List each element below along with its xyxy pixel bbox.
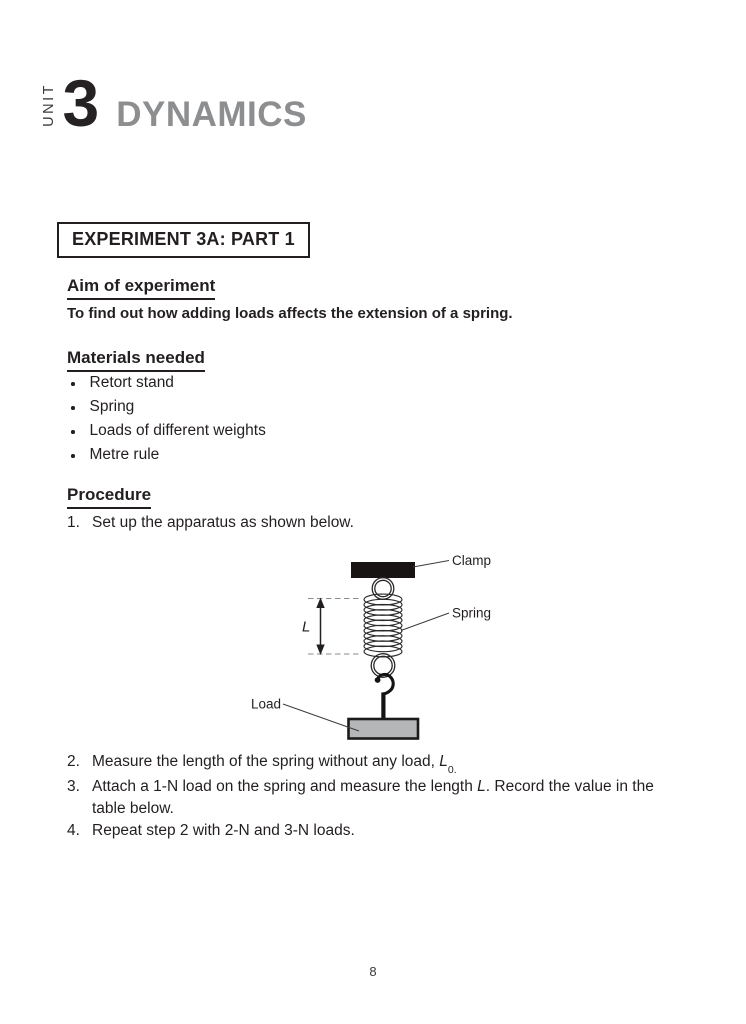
unit-title: DYNAMICS: [116, 94, 307, 134]
length-label: L: [302, 618, 311, 636]
variable-subscript: 0.: [447, 764, 457, 777]
spring-coil: [364, 594, 402, 657]
procedure-heading: [67, 485, 151, 509]
unit-vertical-label: UNIT: [41, 82, 57, 127]
unit-header: [41, 66, 307, 140]
step-text: Repeat step 2 with 2-N and 3-N loads.: [92, 822, 355, 839]
material-item-label: Loads of different weights: [89, 422, 266, 439]
step-text: Set up the apparatus as shown below.: [92, 514, 354, 531]
aim-text: To find out how adding loads affects the extension of a spring.: [67, 305, 513, 322]
procedure-heading-text: Procedure: [67, 485, 151, 509]
leader-lines: [283, 561, 449, 732]
material-item-label: Spring: [89, 398, 135, 415]
length-guide-lines: [308, 599, 362, 655]
step-text-pre: Measure the length of the spring without any load,: [92, 753, 440, 770]
variable-symbol: L: [439, 753, 448, 770]
step-number: 3.: [67, 778, 80, 795]
list-item: [69, 422, 266, 446]
materials-heading-text: Materials needed: [67, 348, 205, 372]
load-hook: [375, 674, 394, 720]
page-number: 8: [369, 964, 377, 979]
bullet-icon: [71, 430, 75, 434]
aim-heading-text: Aim of experiment: [67, 276, 215, 300]
bullet-icon: [71, 382, 75, 386]
clamp-shape: [351, 562, 415, 578]
list-item: [69, 374, 266, 398]
step-number: 1.: [67, 514, 80, 531]
length-arrow: [316, 598, 324, 656]
experiment-title-box: EXPERIMENT 3A: PART 1: [57, 222, 310, 258]
step-text-post: . Record the value in the table below.: [92, 778, 654, 817]
procedure-step-2: [67, 751, 457, 777]
aim-heading: [67, 276, 215, 300]
step-text: [92, 776, 680, 820]
procedure-step-1: [67, 512, 354, 534]
procedure-step-4: [67, 820, 355, 842]
unit-number: 3: [62, 66, 100, 140]
step-number: 2.: [67, 753, 80, 770]
apparatus-diagram: [240, 548, 540, 748]
step-number: 4.: [67, 822, 80, 839]
clamp-label: Clamp: [452, 553, 492, 568]
material-item-label: Retort stand: [89, 374, 174, 391]
materials-list: [69, 374, 266, 470]
list-item: [69, 398, 266, 422]
spring-top-ring: [372, 578, 394, 600]
spring-label: Spring: [452, 605, 492, 621]
step-text-pre: Attach a 1-N load on the spring and measure the length: [92, 778, 478, 795]
variable-symbol: L: [477, 778, 486, 795]
list-item: [69, 446, 266, 470]
materials-heading: [67, 348, 205, 372]
bullet-icon: [71, 406, 75, 410]
material-item-label: Metre rule: [89, 446, 160, 463]
step-text: [92, 751, 457, 777]
load-shape: [349, 719, 419, 739]
load-label: Load: [250, 696, 281, 712]
procedure-step-3: [67, 776, 680, 820]
bullet-icon: [71, 454, 75, 458]
